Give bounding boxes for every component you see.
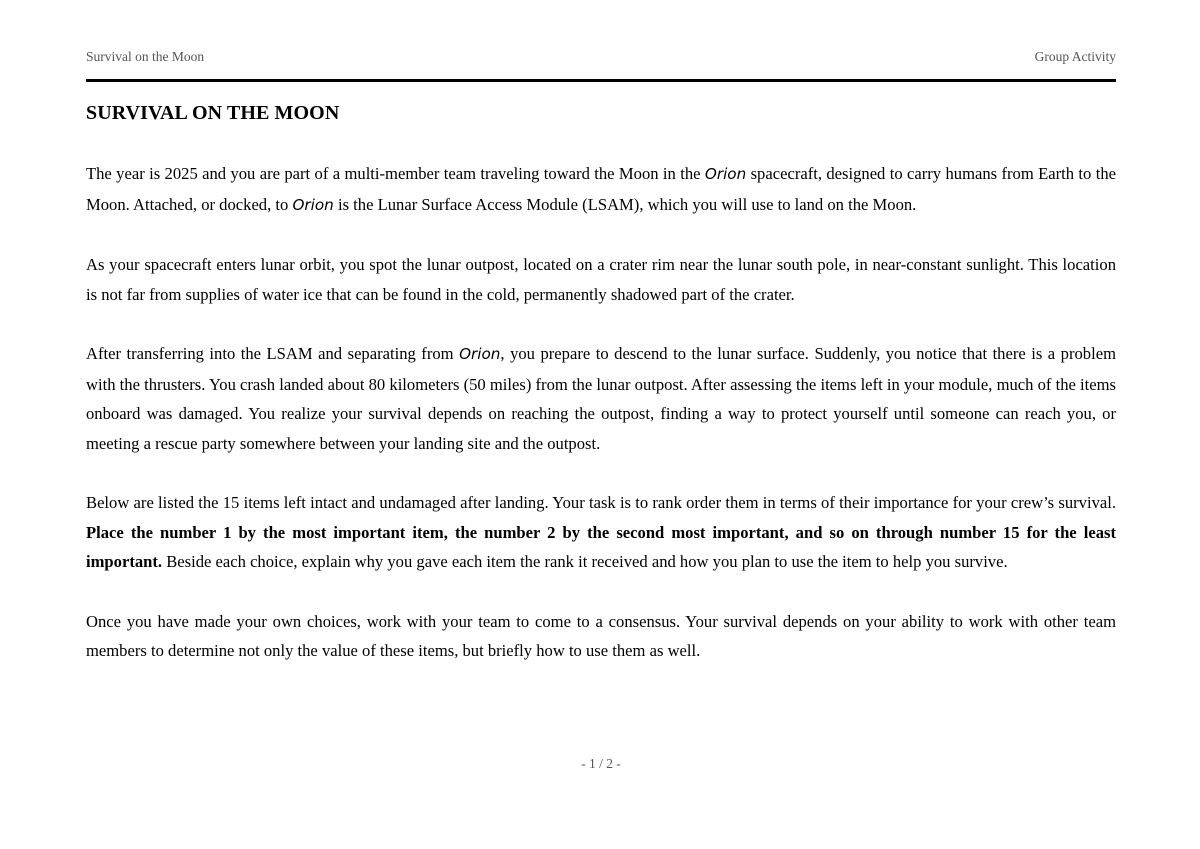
paragraph-crash: [86, 339, 1116, 458]
paragraph-crash-text-1: After transferring into the LSAM and separating from: [86, 344, 460, 363]
ranking-instruction-bold: Place the number 1 by the most important item, the number 2 by the second most important, and so on through number 15 for the least important.: [86, 522, 1116, 571]
paragraph-intro: [86, 159, 1116, 220]
page-number: - 1 / 2 -: [581, 756, 621, 771]
header-document-name: Survival on the Moon: [86, 49, 205, 64]
document-title: SURVIVAL ON THE MOON: [86, 102, 340, 124]
running-header: [86, 49, 1116, 69]
paragraph-intro-text-2: spacecraft, designed to carry humans from Earth to the Moon. Attached, or docked, to: [86, 164, 1116, 214]
paragraph-intro-text-3: is the Lunar Surface Access Module (LSAM), which you will use to land on the Moon.: [333, 194, 917, 214]
header-activity-type: Group Activity: [1034, 49, 1116, 64]
paragraph-task: [86, 488, 1116, 577]
paragraph-task-text-1: Below are listed the 15 items left intact and undamaged after landing. Your task is to rank order them in terms of their importance for your crew’s survival.: [86, 493, 1116, 512]
paragraph-intro-text-1: The year is 2025 and you are part of a multi-member team traveling toward the Moon in the: [86, 164, 705, 183]
header-divider: [86, 79, 1116, 82]
document-page: [86, 0, 1116, 849]
paragraph-task-text-2: Beside each choice, explain why you gave each item the rank it received and how you plan to use the item to help you survive.: [162, 552, 1008, 571]
spacecraft-name-italic: Orion: [292, 195, 334, 214]
paragraph-crash-text-2: , you prepare to descend to the lunar surface. Suddenly, you notice that there is a problem with the thrusters. You crash landed about 80 kilometers (50 miles) from the lunar outpost. After assessing the items left in your module, much of the items onboard was damaged. You realize your survival depends on reaching the outpost, finding a way to protect yourself until someone can reach you, or meeting a rescue party somewhere between your landing site and the outpost.: [86, 344, 1116, 453]
document-body: [86, 159, 1116, 666]
paragraph-consensus: Once you have made your own choices, work with your team to come to a consensus. Your survival depends on your ability to work with other team members to determine not only the value of these items, but briefly how to use them as well.: [86, 611, 1116, 660]
spacecraft-name-italic: Orion: [459, 345, 501, 363]
paragraph-orbit: As your spacecraft enters lunar orbit, you spot the lunar outpost, located on a crater rim near the lunar south pole, in near-constant sunlight. This location is not far from supplies of water ice that can be found in the cold, permanently shadowed part of the crater.: [86, 255, 1116, 304]
spacecraft-name-italic: Orion: [704, 165, 747, 183]
